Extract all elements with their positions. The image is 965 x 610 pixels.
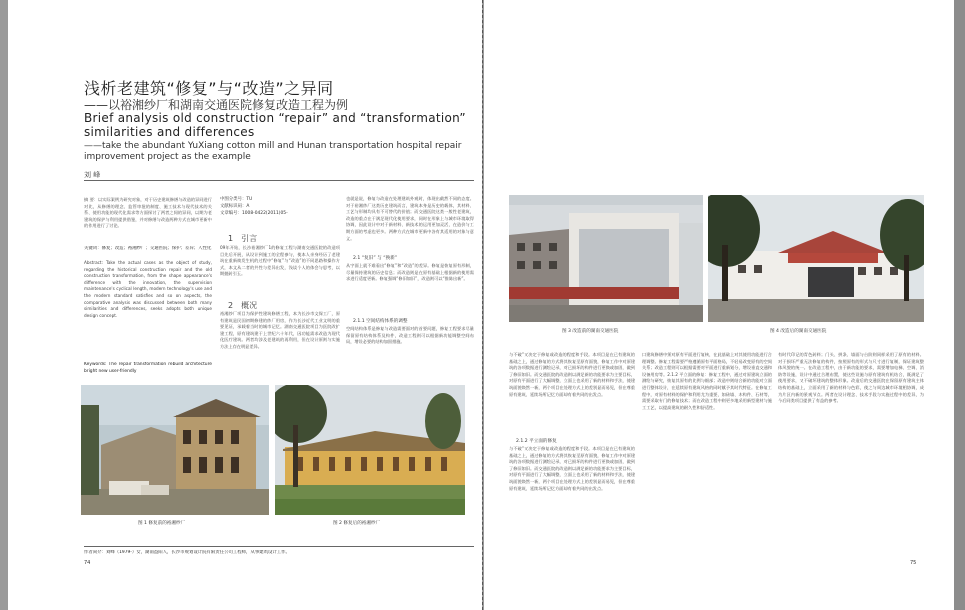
section-heading-overview: 2 概况	[228, 301, 258, 310]
photo-hospital-after	[708, 195, 924, 322]
figure-3-caption: 图 3 改造前的湖南交通医院	[562, 329, 619, 334]
structure-text: 空间结构体系是修复与改造需要面对的首要问题，修复工程要求尽量保留原有结构体系及构件，改造工程则可以根据新功能调整空间布局，增设必要的结构加固措施。	[346, 326, 474, 345]
header-divider	[84, 180, 474, 181]
section-heading-intro: 1 引言	[228, 234, 258, 243]
figure-1-caption: 图 1 修复前的裕湘纱厂	[138, 521, 186, 526]
left-page	[8, 0, 482, 610]
right-column3-text: 有时代印记的青色砖料；门头、拼条、墙面与台阶则同样采用了原有的材料。对于损坏严重无法修复的构件，按照原有的形式与尺寸进行复制，保证建筑整体风貌的统一。在改造工程中，由于新功能的要求，需要增加电梯、空调、消防等设施，设计中通过合理布置，使这些设施与原有建筑有机结合，既满足了使用要求，又不破坏建筑的整体形象。改造后的交通医院在保留原有建筑主体结构的基础上，立面采用了新的材料与色彩，使之与周边城市环境相协调，成为片区内新的景观节点。两者在设计理念、技术手段与实施过程中的差异，为今后同类项目提供了有益的参考。	[778, 352, 924, 404]
keywords-zh: 关键词：修复；改造；裕湘纱厂；交通医院；保护；差异；人性化	[84, 246, 212, 251]
repair-text: 从字面上就不难看出“修复”和“改造”的差异。修复是恢复原有形制，尽量保持建筑的历史信息；而改造则是在原有基础上根据新的使用需求进行适度更新。修复强调“修旧如旧”，改造则可以“推陈出新”。	[346, 263, 474, 282]
section-heading-structure: 2.1.1 空间结构体系的调整	[353, 319, 408, 324]
overview-text: 裕湘纱厂项目为保护性建筑修缮工程，本为长沙市文保工厂，原有建筑是民国初期修建的纱厂用房，作为长沙近代工业文明的重要见证，承载着当时的城市记忆。湖南交通医院项目为医院改扩建工程，原有建筑建于上世纪六十年代，因功能需求改造为现代化医疗建筑。两者均涉及老建筑的再利用，但在设计原则与实施方法上存在明显差异。	[220, 311, 340, 349]
section-heading-repair: 2.1 “复旧” 与 “换新”	[353, 256, 398, 261]
footnote-divider	[84, 546, 474, 547]
article-subtitle: ——以裕湘纱厂和湖南交通医院修复改造工程为例	[84, 98, 349, 112]
viewer-scrollbar[interactable]	[954, 0, 965, 610]
author-note: 作者简介：刘峰（1979-）女，湖南益阳人，长沙市规划设计院有限责任公司工程师，从事建筑设计工作。	[84, 550, 290, 555]
right-column1-text: 与不破”又决定于修复或改造的程度和手段。本项目是在已有建筑的基础之上，通过修复的方式将其恢复至原有面貌，修复工作中对原建筑的各项数据进行测绘记录，对已损坏的构件进行更换或加固，做到了修旧如旧。而交通医院的改造则以满足新的功能要求为主要目标，对原有平面进行了大幅调整，立面上也采用了新的材料和手法，使建筑面貌焕然一新，两个项目在处理方式上的差别显而易见，但在尊重原有建筑、延续场所记忆方面却有着共同的出发点。	[509, 352, 635, 397]
document-code: 文献标识码：A	[220, 204, 250, 209]
article-title-english: Brief analysis old construction “repair” and “transformation” similarities and differences	[84, 111, 466, 139]
figure-4-caption: 图 4 改造后的湖南交通医院	[770, 329, 827, 334]
photo-yuxiang-before	[81, 385, 269, 515]
keywords-en: Keywords: The repair transformation rebuild architecture bright new user-friendly	[84, 362, 212, 374]
hospital-before-illustration	[509, 195, 703, 322]
article-title: 浅析老建筑“修复”与“改造”之异同	[84, 79, 334, 98]
article-subtitle-english: ——take the abundant YuXiang cotton mill and Hunan transportation hospital repair improvement project as the example	[84, 141, 462, 162]
photo-hospital-before	[509, 195, 703, 322]
figure-2-caption: 图 2 修复后的裕湘纱厂	[333, 521, 381, 526]
author-name: 刘 峰	[84, 171, 101, 179]
photo-yuxiang-after	[275, 385, 465, 515]
abstract-en: Abstract: Take the actual cases as the object of study, regarding the historical construction repair and the old construction transformation, from the shape appearance's difference with the innovation, the supervision maintenance's cyclical length, modern technology's use and the modern standard satisfies and so on aspects, the comparative analysis was discussed between both many similarities and differences, seeks adopts both unique design concept.	[84, 260, 212, 318]
yuxiang-before-illustration	[81, 385, 269, 515]
page-number-left: 74	[84, 560, 91, 566]
abstract-zh: 摘 要：以实际案例为研究对象，对于历史建筑修缮与改造的异同进行对比，从修缮的理念、监管审批的制度、施工技术与现代技术的关系、使用功能的现代化需求等方面探讨了两者之间的异同，以期为老建筑的保护与利用提供借鉴，并对修缮与改造两种方式在城市更新中的作用进行了讨论。	[84, 197, 212, 229]
right-column2-text: 口建筑修缮中须对原有平面进行复核，在此基础上对其使用功能进行合理调整。修复工程需要严格遵循原有平面格局，不轻易改变原有的空间关系；改造工程则可以根据需要对平面进行重新划分，增设垂直交通和设备用房等。2.1.2 平立面的修复：修复工程中，通过对原建筑立面的测绘与研究，恢复其原有的比例与细部；改造中则结合新的功能对立面进行整体设计，在延续原有建筑风格的同时赋予其时代特征。在修复工程中，对原有材料的保护和利用尤为重要，如砖墙、木构件、石材等，需要采取专门的修复技术；而在改造工程中则更多地采用新型建材与施工工艺，以提高建筑的耐久性和舒适性。	[642, 352, 772, 410]
hospital-after-illustration	[708, 195, 924, 322]
column3-text: 也就是说，修复与改造在处理建筑外观时，体现出截然不同的态度。对于裕湘纱厂这类历史建筑而言，建筑本身是历史的载体，其材料、工艺与形制均具有不可替代的价值；而交通医院这类一般性老建筑，改造的重点在于满足现代化使用要求，同时在形象上与城市环境取得协调，因此设计中对于新材料、新技术的运用更加灵活，在造价与工期方面的考虑也更多。两种方式在城市更新中各有其适用的对象与意义。	[346, 196, 474, 241]
classification-number: 中图分类号：TU	[220, 197, 253, 202]
yuxiang-after-illustration	[275, 385, 465, 515]
section-heading-plan: 2.1.2 平立面的修复	[516, 439, 557, 444]
intro-text: 09年开始，长沙裕湘纱厂1的修复工程与湖南交通医院的改造项目先后开展，从设计到施工的全程参与，使本人亲身经历了老建筑在重新焕发生机的过程中“修复”与“改造”的不同思路和操作方式，本文从二者的共性与差异出发，浅谈个人的体会与思考，以期抛砖引玉。	[220, 245, 340, 277]
right-column1-continued: 与不破”又决定于修复或改造的程度和手段。本项目是在已有建筑的基础之上，通过修复的方式将其恢复至原有面貌，修复工作中对原建筑的各项数据进行测绘记录，对已损坏的构件进行更换或加固，做到了修旧如旧。而交通医院的改造则以满足新的功能要求为主要目标，对原有平面进行了大幅调整，立面上也采用了新的材料和手法，使建筑面貌焕然一新，两个项目在处理方式上的差别显而易见，但在尊重原有建筑、延续场所记忆方面却有着共同的出发点。	[509, 446, 635, 491]
right-page	[484, 0, 954, 610]
page-number-right: 75	[910, 560, 917, 566]
article-number: 文章编号：1008-0422(2011)05-	[220, 211, 288, 216]
